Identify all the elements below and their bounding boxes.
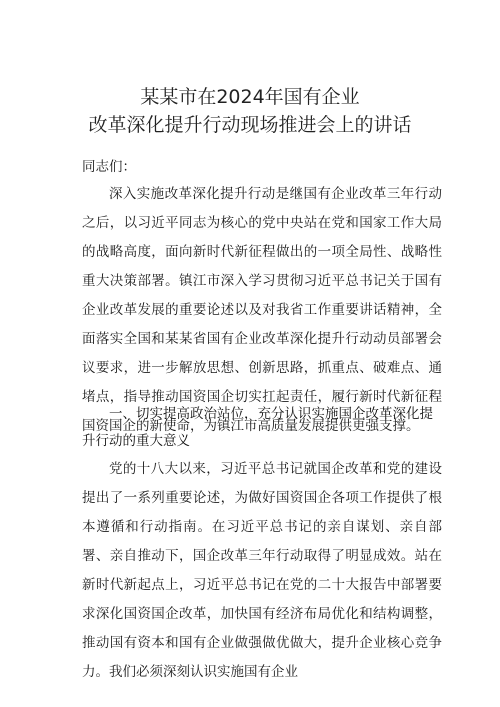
section-heading-1: 一、切实提高政治站位，充分认识实施国企改革深化提升行动的重大意义 [82, 406, 433, 449]
document-title-line1: 某某市在2024年国有企业 [140, 86, 360, 108]
paragraph-intro: 深入实施改革深化提升行动是继国有企业改革三年行动之后，以习近平同志为核心的党中央站在党和国家工作大局的战略高度，面向新时代新征程做出的一项全局性、战略性重大决策部署。镇江市深入学习贯彻习近平总书记关于国有企业改革发展的重要论述以及对我省工作重要讲话精神，全面落实全国和某某省国有企业改革深化提升行动动员部署会议要求，进一步解放思想、创新思路，抓重点、破难点、通堵点，指导推动国资国企切实扛起责任，履行新时代新征程国资国企的新使命，为镇江市高质量发展提供更强支撑。 [82, 186, 442, 434]
salutation: 同志们： [82, 159, 136, 175]
paragraph-section1: 党的十八大以来，习近平总书记就国企改革和党的建设提出了一系列重要论述，为做好国资国企各项工作提供了根本遵循和行动指南。在习近平总书记的亲自谋划、亲自部署、亲自推动下，国企改革三年行动取得了明显成效。站在新时代新起点上，习近平总书记在党的二十大报告中部署要求深化国资国企改革，加快国有经济布局优化和结构调整，推动国有资本和国有企业做强做优做大，提升企业核心竞争力。我们必须深刻认识实施国有企业 [82, 461, 442, 680]
document-title-line2: 改革深化提升行动现场推进会上的讲话 [88, 114, 412, 136]
